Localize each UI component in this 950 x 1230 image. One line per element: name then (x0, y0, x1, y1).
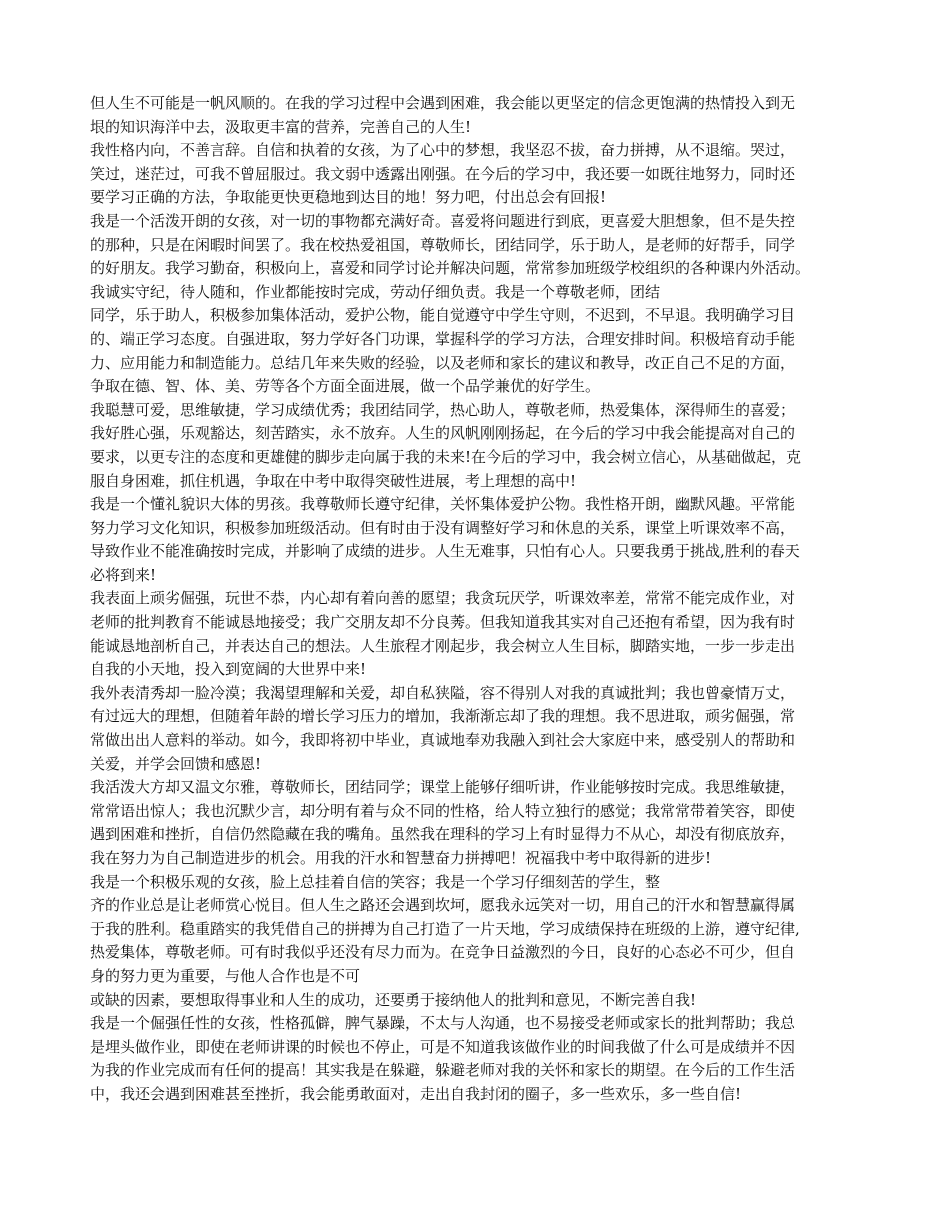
text-line: 的那种，只是在闲暇时间罢了。我在校热爱祖国，尊敬师长，团结同学，乐于助人，是老师的好帮手，同学 (90, 235, 796, 254)
text-line: 有过远大的理想，但随着年龄的增长学习压力的增加，我渐渐忘却了我的理想。我不思进取，顽劣倔强，常 (90, 707, 796, 726)
text-line: 但人生不可能是一帆风顺的。在我的学习过程中会遇到困难，我会能以更坚定的信念更饱满的热情投入到无 (90, 94, 796, 112)
text-line: 力、应用能力和制造能力。总结几年来失败的经验，以及老师和家长的建议和教导，改正自己不足的方面， (90, 353, 796, 372)
text-line: 我诚实守纪，待人随和，作业都能按时完成，劳动仔细负责。我是一个尊敬老师，团结 (90, 282, 661, 301)
text-line: 我性格内向，不善言辞。自信和执着的女孩，为了心中的梦想，我坚忍不拔，奋力拼搏，从不退缩。哭过， (90, 141, 796, 160)
text-line: 能诚恳地剖析自己，并表达自己的想法。人生旅程才刚起步，我会树立人生目标，脚踏实地，一步一步走出 (90, 636, 796, 655)
text-line: 必将到来! (90, 565, 157, 584)
text-line: 齐的作业总是让老师赏心悦目。但人生之路还会遇到坎坷，愿我永远笑对一切，用自己的汗水和智慧赢得属 (90, 896, 796, 915)
text-line: 我是一个倔强任性的女孩，性格孤僻，脾气暴躁，不太与人沟通，也不易接受老师或家长的批判帮助；我总 (90, 1014, 796, 1033)
text-line: 服自身困难，抓住机遇，争取在中考中取得突破性进展，考上理想的高中! (90, 471, 577, 490)
text-line: 的、端正学习态度。自强进取，努力学好各门功课，掌握科学的学习方法，合理安排时间。积极培育动手能 (90, 329, 796, 348)
text-line: 我是一个懂礼貌识大体的男孩。我尊敬师长遵守纪律，关怀集体爱护公物。我性格开朗，幽默风趣。平常能 (90, 495, 796, 514)
text-line: 同学，乐于助人，积极参加集体活动，爱护公物，能自觉遵守中学生守则，不迟到，不早退。我明确学习目 (90, 306, 796, 325)
text-line: 导致作业不能准确按时完成，并影响了成绩的进步。人生无难事，只怕有心人。只要我勇于挑战,胜利的春天 (90, 542, 800, 561)
text-line: 或缺的因素，要想取得事业和人生的成功，还要勇于接纳他人的批判和意见，不断完善自我! (90, 990, 697, 1009)
text-line: 要求，以更专注的态度和更雄健的脚步走向属于我的未来!在今后的学习中，我会树立信心，从基础做起，克 (90, 447, 802, 466)
text-line: 我好胜心强，乐观豁达，刻苦踏实，永不放弃。人生的风帆刚刚扬起，在今后的学习中我会能提高对自己的 (90, 424, 796, 443)
text-line: 笑过，迷茫过，可我不曾屈服过。我文弱中透露出刚强。在今后的学习中，我还要一如既往地努力，同时还 (90, 164, 796, 183)
text-line: 要学习正确的方法，争取能更快更稳地到达目的地！努力吧，付出总会有回报! (90, 188, 607, 207)
text-line: 我聪慧可爱，思维敏捷，学习成绩优秀；我团结同学，热心助人，尊敬老师，热爱集体，深得师生的喜爱； (90, 400, 796, 419)
text-line: 垠的知识海洋中去，汲取更丰富的营养，完善自己的人生! (90, 117, 472, 136)
text-line: 自我的小天地，投入到宽阔的大世界中来! (90, 660, 367, 679)
text-line: 常做出出人意料的举动。如今，我即将初中毕业，真诚地奉劝我融入到社会大家庭中来，感受别人的帮助和 (90, 731, 796, 750)
text-line: 常常语出惊人；我也沉默少言，却分明有着与众不同的性格，给人特立独行的感觉；我常常带着笑容，即使 (90, 801, 796, 820)
text-line: 我在努力为自己制造进步的机会。用我的汗水和智慧奋力拼搏吧！祝福我中考中取得新的进步! (90, 849, 712, 867)
text-line: 我表面上顽劣倔强，玩世不恭，内心却有着向善的愿望；我贪玩厌学，听课效率差，常常不能完成作业，对 (90, 589, 796, 608)
document-body (90, 92, 865, 1107)
text-line: 努力学习文化知识，积极参加班级活动。但有时由于没有调整好学习和休息的关系，课堂上听课效率不高， (90, 518, 796, 537)
text-line: 的好朋友。我学习勤奋，积极向上，喜爱和同学讨论并解决问题，常常参加班级学校组织的各种课内外活动。 (90, 259, 811, 278)
text-line: 争取在德、智、体、美、劳等各个方面全面进展，做一个品学兼优的好学生。 (90, 377, 601, 396)
text-line: 老师的批判教育不能诚恳地接受；我广交朋友却不分良莠。但我知道我其实对自己还抱有希望，因为我有时 (90, 613, 796, 632)
text-line: 我外表清秀却一脸冷漠；我渴望理解和关爱，却自私狭隘，容不得别人对我的真诚批判；我也曾豪情万丈， (90, 683, 796, 702)
text-line: 我活泼大方却又温文尔雅，尊敬师长，团结同学；课堂上能够仔细听讲，作业能够按时完成。我思维敏捷， (90, 778, 796, 797)
text-line: 为我的作业完成而有任何的提高！其实我是在躲避，躲避老师对我的关怀和家长的期望。在今后的工作生活 (90, 1061, 796, 1080)
text-line: 身的努力更为重要，与他人合作也是不可 (90, 966, 361, 985)
text-line: 于我的胜利。稳重踏实的我凭借自己的拼搏为自己打造了一片天地，学习成绩保持在班级的上游，遵守纪律, (90, 919, 800, 938)
text-line: 关爱，并学会回馈和感恩! (90, 754, 262, 773)
text-line: 我是一个积极乐观的女孩，脸上总挂着自信的笑容；我是一个学习仔细刻苦的学生，整 (90, 872, 661, 891)
text-line: 热爱集体，尊敬老师。可有时我似乎还没有尽力而为。在竞争日益激烈的今日，良好的心态必不可少，但自 (90, 943, 796, 962)
text-line: 遇到困难和挫折，自信仍然隐藏在我的嘴角。虽然我在理科的学习上有时显得力不从心，却没有彻底放弃， (90, 825, 796, 844)
text-line: 中，我还会遇到困难甚至挫折，我会能勇敢面对，走出自我封闭的圈子，多一些欢乐，多一些自信! (90, 1084, 742, 1103)
text-line: 我是一个活泼开朗的女孩，对一切的事物都充满好奇。喜爱将问题进行到底，更喜爱大胆想象，但不是失控 (90, 211, 796, 230)
text-line: 是埋头做作业，即使在老师讲课的时候也不停止，可是不知道我该做作业的时间我做了什么可是成绩并不因 (90, 1037, 796, 1056)
